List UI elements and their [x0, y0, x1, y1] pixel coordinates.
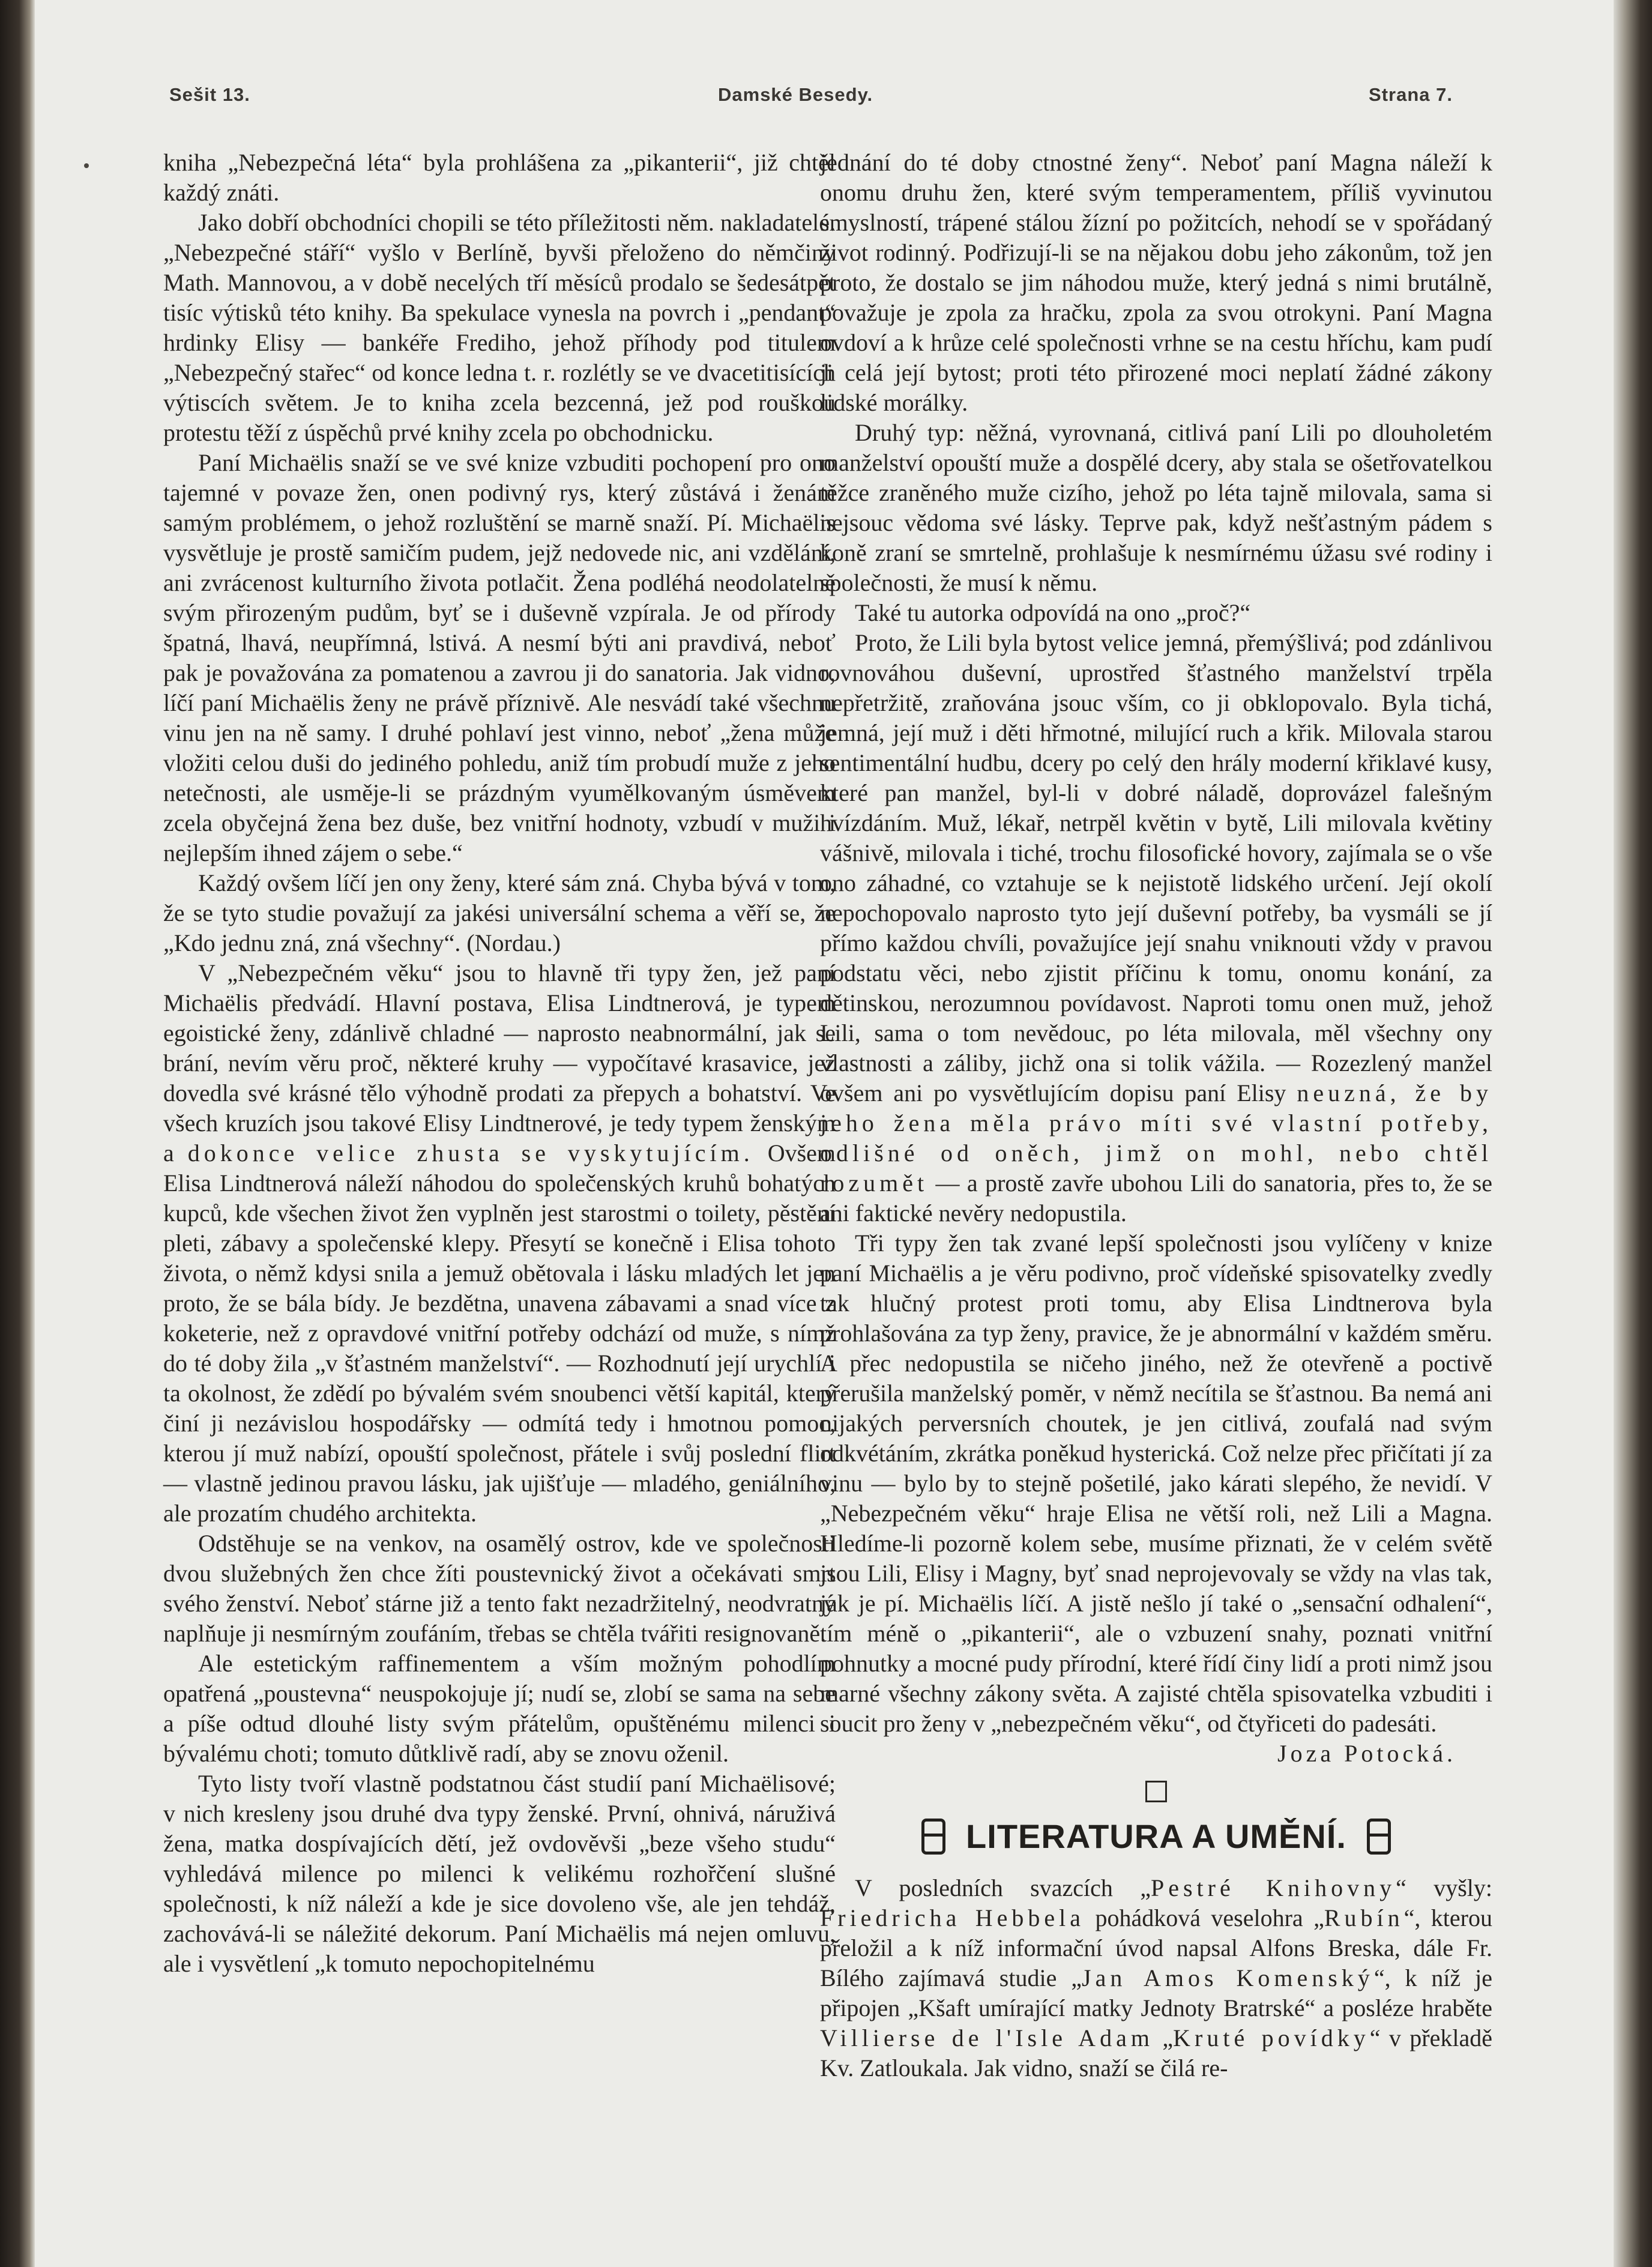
section-heading [820, 1814, 1492, 1859]
right-column [820, 148, 1492, 2083]
paragraph: Také tu autorka odpovídá na ono „proč?“ [855, 599, 1251, 626]
text-run: “, k níž je připojen „Kšaft umírající matky Jednoty Bratrské“ a posléze hraběte [820, 1964, 1492, 2021]
text-run: pohádková veselohra „ [1085, 1904, 1324, 1931]
paragraph: kniha „Nebezpečná léta“ byla prohlášena za „pikanterii“, již chtěl každý znáti. [163, 149, 836, 206]
left-column [163, 148, 836, 1979]
paragraph: Jako dobří obchodníci chopili se této příležitosti něm. nakladatelé. „Nebezpečné stáří“ vyšlo v Berlíně, byvši přeloženo do němčiny Math. Mannovou, a v době necelých tří měsíců prodalo se šedesátpět tisíc výtisků této knihy. Ba spekulace vynesla na povrch i „pendant“ hrdinky Elisy — bankéře Frediho, jehož příhody pod titulem „Nebezpečný stařec“ od konce ledna t. r. rozlétly se ve dvacetitisících výtiscích světem. Je to kniha zcela bezcenná, jež pod rouškou protestu těží z úspěchů prvé knihy zcela po obchodnicku. [163, 209, 836, 446]
text-run: Proto, že Lili byla bytost velice jemná, přemýšlivá; pod zdánlivou rovnováhou duševní, uprostřed šťastného manželství trpěla nepřetržitě, zraňována jsouc vším, co ji obklopovalo. Byla tichá, jemná, její muž i děti hřmotné, milující ruch a křik. Milovala starou sentimentální hudbu, dcery po celý den hrály moderní křiklavé kusy, které pan manžel, byl-li v dobré náladě, doprovázel falešným hvízdáním. Muž, lékař, netrpěl květin v bytě, Lili milovala květiny vášnivě, milovala i tiché, trochu filosofické hovory, zajímala se o vše ono záhadné, co vztahuje se k nejistotě lidského určení. Její okolí nepochopovalo naprosto tyto její duševní potřeby, ba vysmáli se jí přímo každou chvíli, považujíce její snahu vniknouti vždy v pravou podstatu věci, nebo zjistit příčinu k tomu, onomu konání, za dětinskou, nerozumnou povídavost. Naproti tomu onen muž, jehož Lili, sama o tom nevědouc, po léta milovala, měl všechny ony vlastnosti a záliby, jichž ona si tolik vážila. — Rozezlený manžel ovšem ani po vysvětlujícím dopisu paní Elisy [820, 629, 1492, 1106]
text-run: “, kterou přeložil a k níž informační úvod napsal Alfons Breska, dále Fr. Bílého zajímavá studie „ [820, 1904, 1492, 1991]
spaced-emphasis: Jan Amos Komenský [1082, 1964, 1374, 1991]
paragraph: Každý ovšem líčí jen ony ženy, které sám zná. Chyba bývá v tom, že se tyto studie považují za jakési universální schema a věří se, že „Kdo jednu zná, zná všechny“. (Nordau.) [163, 869, 836, 956]
heading-ornament-icon [921, 1819, 945, 1855]
text-run: V posledních svazcích „ [855, 1874, 1151, 1901]
spaced-emphasis: Kruté povídky [1173, 2024, 1370, 2051]
spaced-emphasis: Pestré Knihovny [1150, 1874, 1396, 1901]
paragraph: jednání do té doby ctnostné ženy“. Neboť paní Magna náleží k onomu druhu žen, které svým temperamentem, příliš vyvinutou smyslností, trápené stálou žízní po požitcích, nehodí se v spořádaný život rodinný. Podřizují-li se na nějakou dobu jeho zákonům, tož jen proto, že dostalo se jim náhodou muže, který jedná s nimi brutálně, považuje je zpola za hračku, zpola za svou otrokyni. Paní Magna ovdoví a k hrůze celé společnosti vrhne se na cestu hříchu, kam pudí ji celá její bytost; proti této přirozené moci neplatí žádné zákony lidské morálky. [820, 149, 1492, 416]
text-run: “ v překladě Kv. Zatloukala. Jak vidno, snaží se čilá re- [820, 2024, 1493, 2081]
paragraph: Tyto listy tvoří vlastně podstatnou část studií paní Michaëlisové; v nich kresleny jsou druhé dva typy ženské. První, ohnivá, náruživá žena, matka dospívajících dětí, jež ovdověvši „beze všeho studu“ vyhledává milence po milenci k velikému rozhořčení slušné společnosti, k níž náleží a kde je sice dovoleno vše, ale jen tehdáž, zachovává-li se náležité dekorum. Paní Michaëlis má nejen omluvu, ale i vysvětlení „k tomuto nepochopitelnému [163, 1770, 836, 1977]
paragraph [820, 1873, 1492, 2083]
section-separator [820, 1775, 1492, 1806]
spaced-emphasis: Friedricha Hebbela [820, 1904, 1085, 1931]
section-heading-text: LITERATURA A UMĚNÍ. [966, 1817, 1346, 1855]
running-header [0, 84, 1652, 120]
square-ornament-icon [1145, 1781, 1167, 1802]
margin-dot [84, 163, 89, 168]
spaced-emphasis: dokonce velice zhusta se vyskytujícím. [187, 1140, 754, 1167]
spaced-emphasis: Villierse de l'Isle Adam [820, 2024, 1154, 2051]
magazine-title: Damské Besedy. [718, 84, 873, 105]
paragraph: Paní Michaëlis snaží se ve své knize vzbuditi pochopení pro ono tajemné v povaze žen, onen podivný rys, který zůstává i ženám samým problémem, o jehož rozluštění se marně snaží. Pí. Michaëlis vysvětluje je prostě samičím pudem, jejž nedovede nic, ani vzdělání, ani zvrácenost kulturního života potlačit. Žena podléhá neodolatelně svým přirozeným pudům, byť se i duševně vzpírala. Je od přírody špatná, lhavá, neupřímná, lstivá. A nesmí býti ani pravdivá, neboť pak je považována za pomatenou a zavrou ji do sanatoria. Jak vidno, líčí paní Michaëlis ženy ne právě příznivě. Ale nesvádí také všechnu vinu jen na ně samy. I druhé pohlaví jest vinno, neboť „žena může vložiti celou duši do jediného pohledu, aniž tím probudí muže z jeho netečnosti, ale usměje-li se prázdným vyumělkovaným úsměvem zcela obyčejná žena bez duše, bez vnitřní hodnoty, vzbudí v muži i nejlepším ihned zájem o sebe.“ [163, 449, 836, 866]
text-run: V „Nebezpečném věku“ jsou to hlavně tři typy žen, jež paní Michaëlis předvádí. Hlavní postava, Elisa Lindtnerová, je typem egoistické ženy, zdánlivě chladné — naprosto neabnormální, jak se brání, nevím věru proč, některé kruhy — vypočítavé krasavice, jež dovedla své krásné tělo výhodně prodati za přepych a bohatství. Ve všech kruzích jsou takové Elisy Lindtnerové, je tedy typem ženským a [163, 959, 836, 1167]
author-signature: Joza Potocká. [1277, 1740, 1456, 1767]
page-edge-shadow [1614, 0, 1652, 2267]
book-binding-shadow [0, 0, 35, 2267]
paragraph: Ale estetickým raffinementem a vším možným pohodlím opatřená „poustevna“ neuspokojuje jí; nudí se, zlobí se sama na sebe a píše odtud dlouhé listy svým přátelům, opuštěnému milenci i bývalému choti; tomuto důtklivě radí, aby se znovu oženil. [163, 1650, 836, 1767]
spaced-emphasis: Rubín [1324, 1904, 1404, 1931]
text-run: „ [1153, 2024, 1174, 2051]
page-number: Strana 7. [1369, 84, 1453, 105]
text-run: — a prostě zavře ubohou Lili do sanatoria, přes to, že se ani faktické nevěry nedopustila. [820, 1170, 1493, 1227]
paragraph: Druhý typ: něžná, vyrovnaná, citlivá paní Lili po dlouholetém manželství opouští muže a dospělé dcery, aby stala se ošetřovatelkou těžce zraněného muže cizího, jehož po léta tajně milovala, sama si nejsouc vědoma své lásky. Teprve pak, když nešťastným pádem s koně zraní se smrtelně, prohlašuje k nesmírnému úžasu své rodiny i společnosti, že musí k němu. [820, 419, 1492, 596]
paragraph: Tři typy žen tak zvané lepší společnosti jsou vylíčeny v knize paní Michaëlis a je věru podivno, proč vídeňské spisovatelky zvedly tak hlučný protest proti tomu, aby Elisa Lindtnerova byla prohlašována za typ ženy, pravice, že je abnormální v každém směru. A přec nedopustila se ničeho jiného, než že otevřeně a poctivě přerušila manželský poměr, v němž necítila se šťastnou. Ba nemá ani nijakých perversních choutek, je jen citlivá, zoufalá nad svým odkvétáním, zkrátka poněkud hysterická. Což nelze přec přičítati jí za vinu — bylo by to stejně pošetilé, jako kárati slepého, že nevidí. V „Nebezpečném věku“ hraje Elisa ne větší roli, než Lili a Magna. Hledíme-li pozorně kolem sebe, musíme přiznati, že v celém světě jsou Lili, Elisy i Magny, byť snad neprojevovaly se vždy na vlas tak, jak je pí. Michaëlis líčí. A jistě nešlo jí také o „sensační odhalení“, tím méně o „pikanterii“, ale o vzbuzení snahy, poznati vnitřní pohnutky a mocné pudy přírodní, které řídí činy lidí a proti nimž jsou marné všechny zákony světa. A zajisté chtěla spisovatelka vzbuditi i soucit pro ženy v „nebezpečném věku“, od čtyřiceti do padesáti. [820, 1230, 1492, 1737]
issue-number: Sešit 13. [169, 84, 250, 105]
paragraph [820, 628, 1492, 1228]
paragraph [163, 958, 836, 1529]
spaced-emphasis: neuzná, že by jeho žena měla právo míti své vlastní potřeby, odlišné od oněch, jimž on mohl, nebo chtěl rozumět [820, 1079, 1492, 1197]
text-run: Ovšem Elisa Lindtnerová náleží náhodou do společenských kruhů bohatých kupců, kde všechen život žen vyplněn jest starostmi o toilety, pěstění pleti, zábavy a společenské klepy. Přesytí se konečně i Elisa tohoto života, o němž kdysi snila a jemuž obětovala i lásku mladých let jen proto, že se bála bídy. Je bezdětna, unavena zábavami a snad více z koketerie, než z opravdové vnitřní potřeby odchází od muže, s nímž do té doby žila „v šťastném manželství“. — Rozhodnutí její urychlí i ta okolnost, že zdědí po bývalém svém snoubenci větší kapitál, který činí ji nezávislou hospodářsky — odmítá tedy i hmotnou pomoc, kterou jí muž nabízí, opouští společnost, přátele i svůj poslední flirt — vlastně jedinou pravou lásku, jak ujišťuje — mladého, geniálního, ale prozatím chudého architekta. [163, 1140, 836, 1527]
text-run: “ vyšly: [1396, 1874, 1492, 1901]
paragraph: Odstěhuje se na venkov, na osamělý ostrov, kde ve společnosti dvou služebných žen chce žíti poustevnický život a očekávati smrt svého ženství. Neboť stárne již a tento fakt nezadržitelný, neodvratný naplňuje ji nesmírným zoufáním, třebas se chtěla tvářiti resignovaně. [163, 1530, 836, 1647]
heading-ornament-icon [1367, 1819, 1391, 1855]
